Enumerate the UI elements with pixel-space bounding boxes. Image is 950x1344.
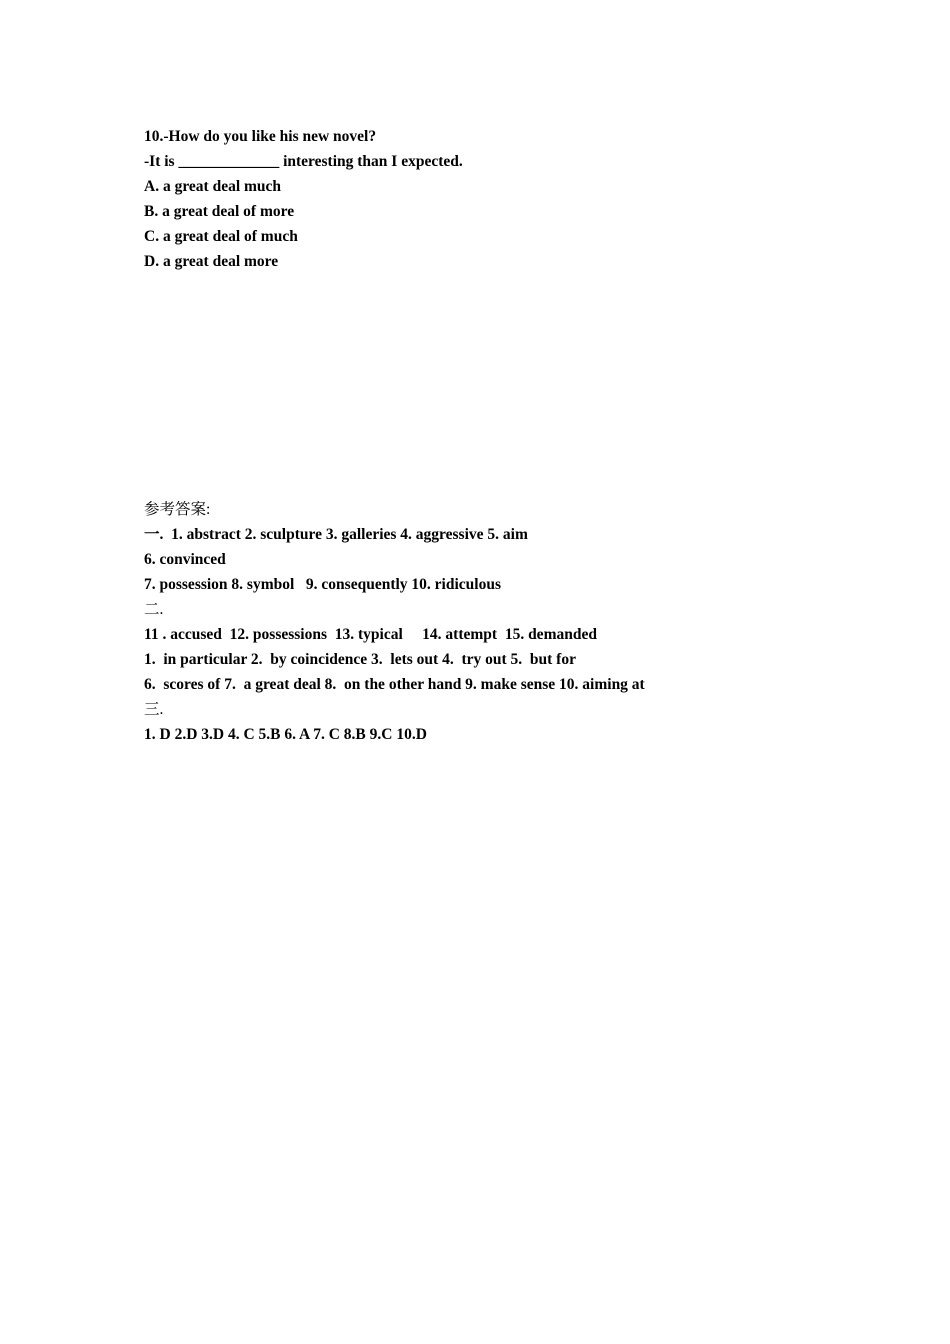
question-reply: -It is _____________ interesting than I expected. (144, 153, 463, 170)
section3-heading: 三. (144, 701, 164, 718)
option-d: D. a great deal more (144, 253, 279, 270)
section2-line2: 1. in particular 2. by coincidence 3. lets out 4. try out 5. but for (144, 651, 576, 668)
question-10 (144, 124, 844, 274)
section2-line3: 6. scores of 7. a great deal 8. on the other hand 9. make sense 10. aiming at (144, 676, 645, 693)
section2-line1: 11 . accused 12. possessions 13. typical 14. attempt 15. demanded (144, 626, 597, 643)
section1-line1: 一. 1. abstract 2. sculpture 3. galleries 4. aggressive 5. aim (144, 526, 528, 543)
answer-key (144, 497, 844, 747)
section1-line3: 7. possession 8. symbol 9. consequently 10. ridiculous (144, 576, 501, 593)
answer-heading: 参考答案: (144, 501, 211, 518)
option-a: A. a great deal much (144, 178, 282, 195)
section2-heading: 二. (144, 601, 164, 618)
option-b: B. a great deal of more (144, 203, 295, 220)
section1-line2: 6. convinced (144, 551, 226, 568)
option-c: C. a great deal of much (144, 228, 298, 245)
question-stem: 10.-How do you like his new novel? (144, 128, 377, 145)
section3-line1: 1. D 2.D 3.D 4. C 5.B 6. A 7. C 8.B 9.C 10.D (144, 726, 427, 743)
